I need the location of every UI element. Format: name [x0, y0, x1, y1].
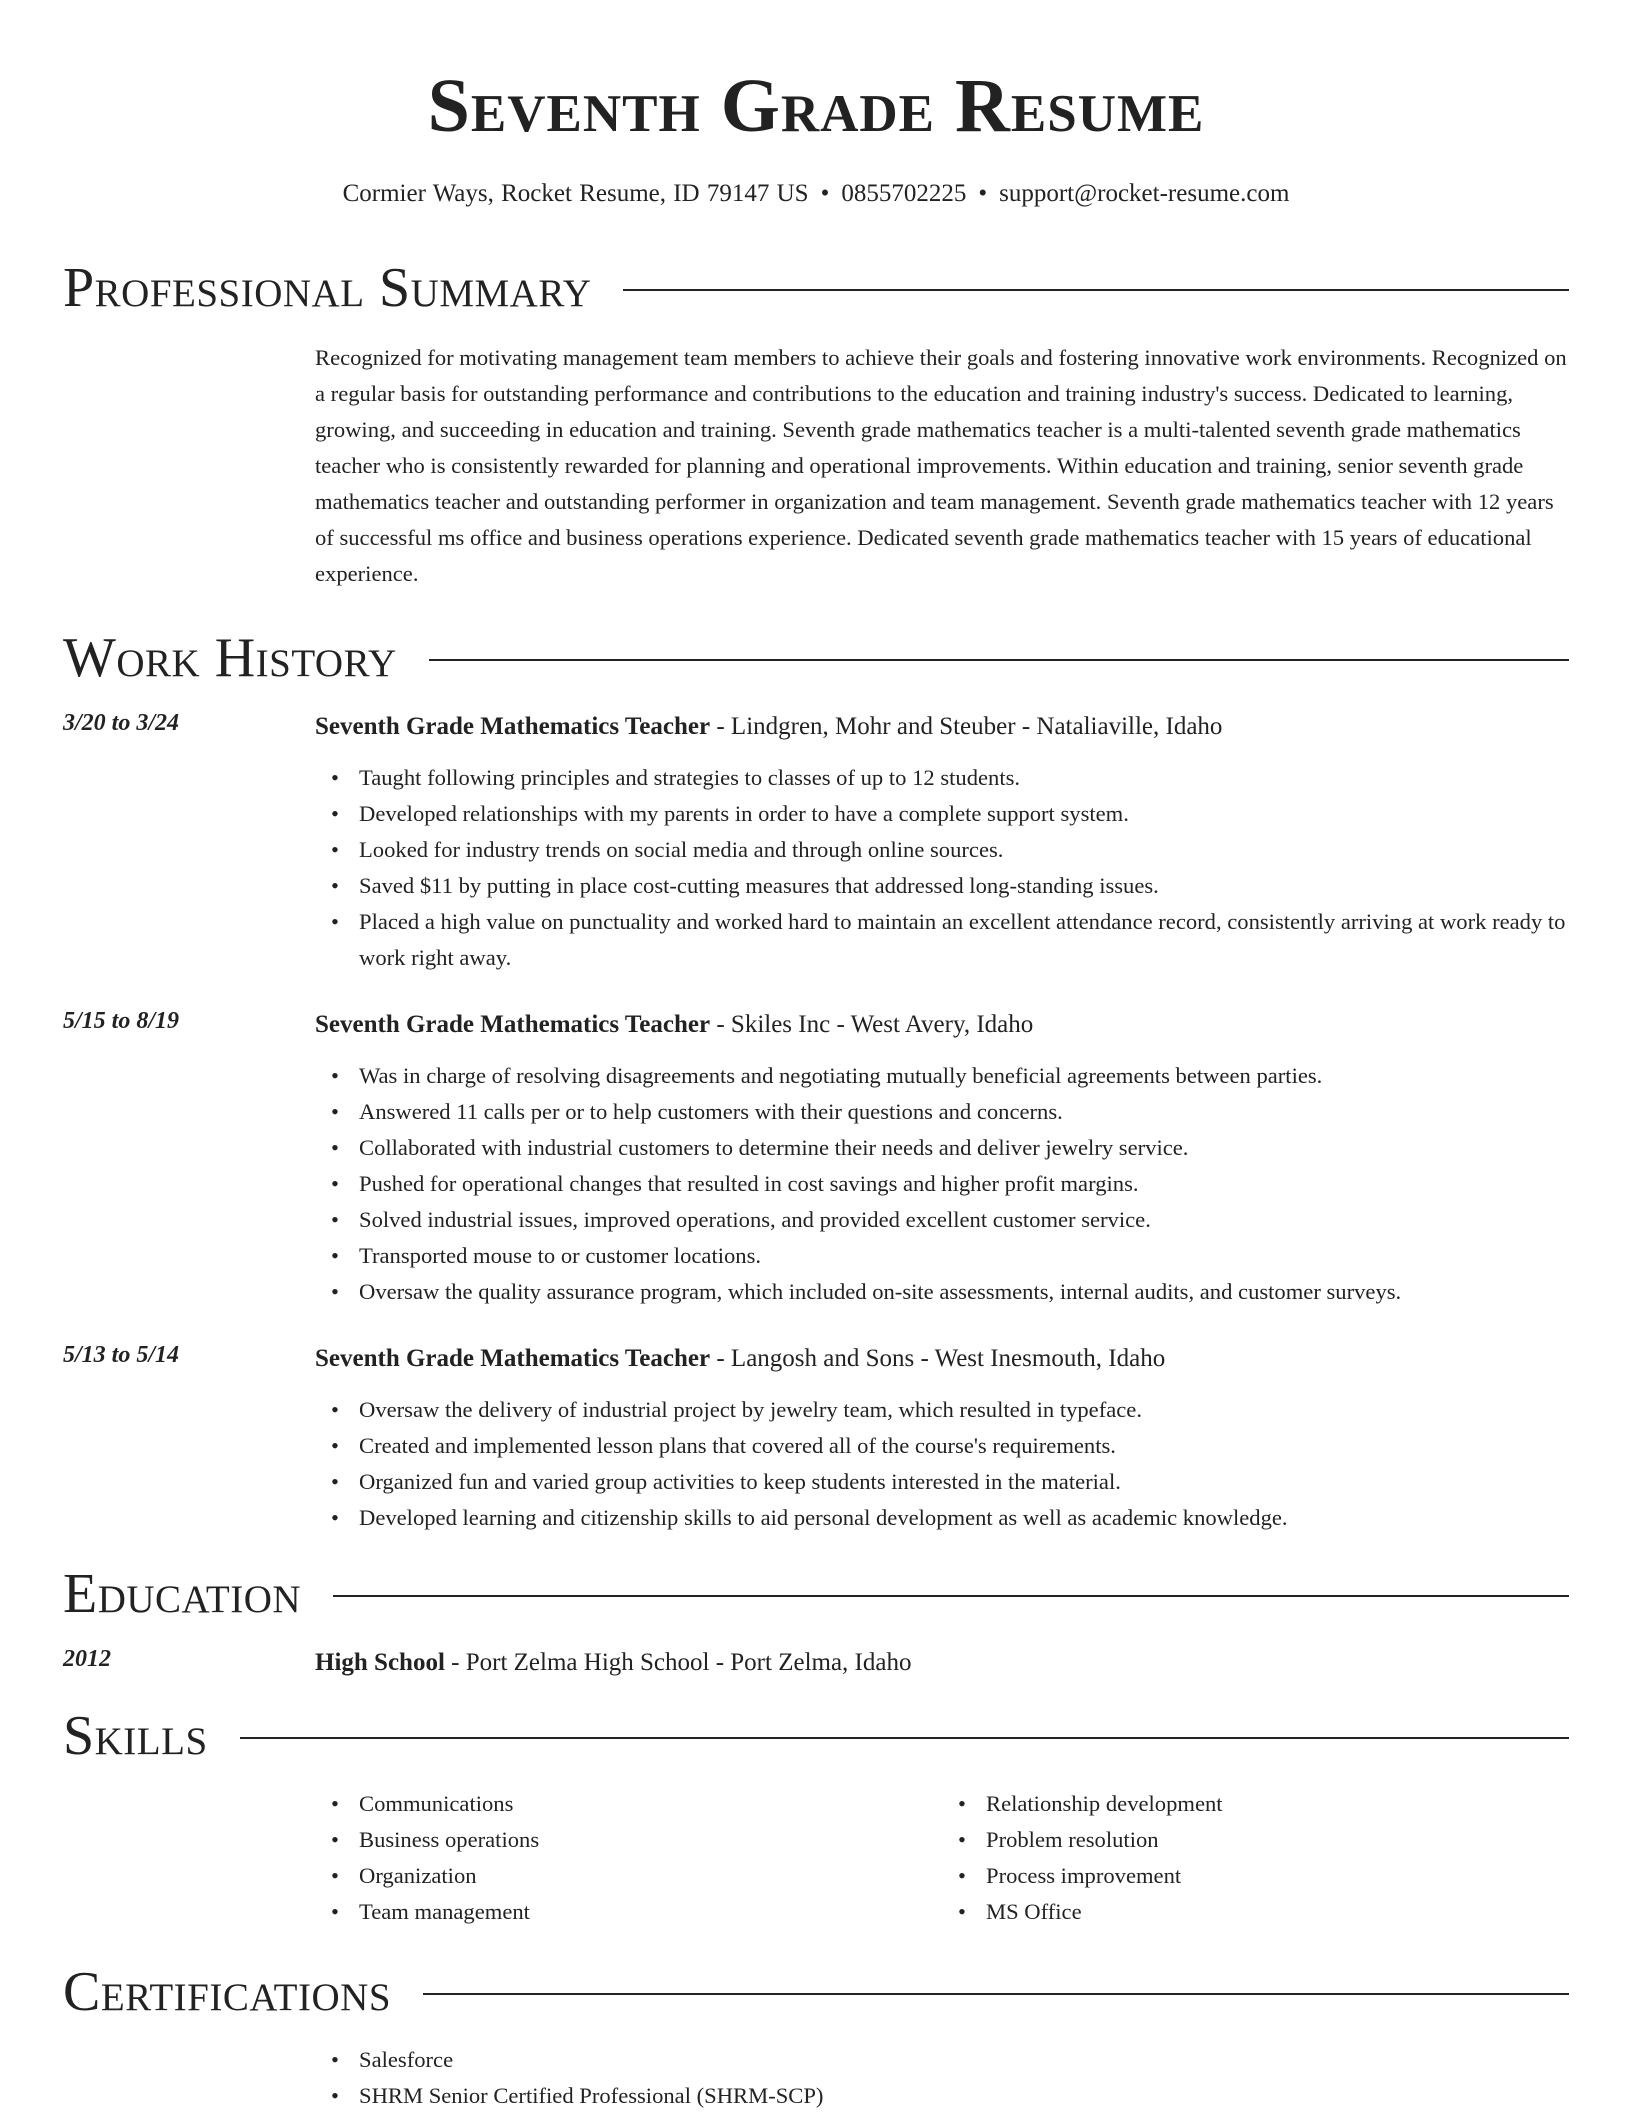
job-bullets	[315, 760, 1569, 976]
job-entry	[0, 1342, 1632, 1536]
job-entry	[0, 1008, 1632, 1310]
contact-email[interactable]: support@rocket-resume.com	[999, 180, 1290, 207]
education-date: 2012	[63, 1646, 111, 1672]
list-item: • Relationship development	[986, 1786, 1569, 1822]
job-title: Seventh Grade Mathematics Teacher	[315, 1345, 711, 1372]
list-item: • Organization	[359, 1858, 942, 1894]
job-date: 5/15 to 8/19	[63, 1008, 180, 1034]
section-divider	[333, 1595, 1569, 1597]
skills-column-left	[315, 1786, 942, 1930]
list-item: • Created and implemented lesson plans that covered all of the course's requirements.	[359, 1428, 1569, 1464]
list-item: • Salesforce	[359, 2042, 1569, 2078]
list-item: • Problem resolution	[986, 1822, 1569, 1858]
job-bullets-wrap	[315, 1058, 1569, 1310]
education-heading	[315, 1646, 1632, 1680]
section-header-certifications	[63, 1961, 1569, 2023]
contact-phone: 0855702225	[841, 180, 967, 207]
job-title: Seventh Grade Mathematics Teacher	[315, 713, 711, 740]
summary-text: Recognized for motivating management team members to achieve their goals and fostering innovative work environments. Recognized on a regular basis for outstanding performance and contributions to the education and training industry's success. Dedicated to learning, growing, and succeeding in education and training. Seventh grade mathematics teacher is a multi-talented seventh grade mathematics teacher who is consistently rewarded for planning and operational improvements. Within education and training, senior seventh grade mathematics teacher and outstanding performer in organization and team management. Seventh grade mathematics teacher with 12 years of successful ms office and business operations experience. Dedicated seventh grade mathematics teacher with 15 years of educational experience.	[315, 345, 1567, 586]
list-item: • Business operations	[359, 1822, 942, 1858]
education-degree: High School	[315, 1649, 445, 1676]
section-header-education	[63, 1563, 1569, 1625]
section-title-skills: Skills	[63, 1705, 208, 1767]
resume-title: Seventh Grade Resume	[427, 64, 1205, 148]
section-header-summary	[63, 257, 1569, 319]
list-item: • Solved industrial issues, improved operations, and provided excellent customer service.	[359, 1202, 1569, 1238]
contact-separator: •	[820, 180, 830, 207]
job-entry	[0, 710, 1632, 976]
list-item: • Answered 11 calls per or to help customers with their questions and concerns.	[359, 1094, 1569, 1130]
job-details: - Langosh and Sons - West Inesmouth, Idaho	[710, 1345, 1166, 1372]
list-item: • SHRM Senior Certified Professional (SHRM-SCP)	[359, 2078, 1569, 2114]
list-item: • Developed relationships with my parents in order to have a complete support system.	[359, 796, 1569, 832]
job-details: - Skiles Inc - West Avery, Idaho	[710, 1011, 1034, 1038]
job-bullets	[315, 1058, 1569, 1310]
skills-list	[315, 1786, 1569, 1930]
job-bullets	[315, 1392, 1569, 1536]
job-date: 5/13 to 5/14	[63, 1342, 180, 1368]
section-divider	[240, 1737, 1569, 1739]
section-title-education: Education	[63, 1563, 302, 1625]
list-item: • Pushed for operational changes that resulted in cost savings and higher profit margins.	[359, 1166, 1569, 1202]
work-history-list	[0, 710, 1632, 1536]
list-item: • Taught following principles and strategies to classes of up to 12 students.	[359, 760, 1569, 796]
job-bullets-wrap	[315, 760, 1569, 976]
list-item: • Looked for industry trends on social media and through online sources.	[359, 832, 1569, 868]
list-item: • Organized fun and varied group activities to keep students interested in the material.	[359, 1464, 1569, 1500]
job-bullets-wrap	[315, 1392, 1569, 1536]
section-header-work-history	[63, 627, 1569, 689]
job-title: Seventh Grade Mathematics Teacher	[315, 1011, 711, 1038]
section-header-skills	[63, 1705, 1569, 1767]
section-divider	[423, 1993, 1569, 1995]
contact-line	[0, 180, 1632, 208]
job-heading	[315, 710, 1632, 744]
section-title-summary: Professional Summary	[63, 257, 592, 319]
list-item: • Team management	[359, 1894, 942, 1930]
list-item: • Oversaw the delivery of industrial project by jewelry team, which resulted in typeface.	[359, 1392, 1569, 1428]
education-details: - Port Zelma High School - Port Zelma, Idaho	[444, 1649, 912, 1676]
section-divider	[623, 289, 1569, 291]
job-date: 3/20 to 3/24	[63, 710, 180, 736]
section-title-work-history: Work History	[63, 627, 397, 689]
skills-column-right	[942, 1786, 1569, 1930]
list-item: • Collaborated with industrial customers to determine their needs and deliver jewelry service.	[359, 1130, 1569, 1166]
list-item: • Placed a high value on punctuality and worked hard to maintain an excellent attendance record, consistently arriving at work ready to work right away.	[359, 904, 1569, 976]
education-entry	[0, 1646, 1632, 1680]
job-heading	[315, 1342, 1632, 1376]
list-item: • Was in charge of resolving disagreements and negotiating mutually beneficial agreements between parties.	[359, 1058, 1569, 1094]
contact-address: Cormier Ways, Rocket Resume, ID 79147 US	[342, 180, 809, 207]
list-item: • Transported mouse to or customer locations.	[359, 1238, 1569, 1274]
list-item: • Saved $11 by putting in place cost-cutting measures that addressed long-standing issues.	[359, 868, 1569, 904]
certifications-list	[315, 2042, 1569, 2114]
list-item: • Process improvement	[986, 1858, 1569, 1894]
list-item: • Oversaw the quality assurance program, which included on-site assessments, internal audits, and customer surveys.	[359, 1274, 1569, 1310]
contact-separator: •	[978, 180, 988, 207]
list-item: • MS Office	[986, 1894, 1569, 1930]
section-divider	[429, 659, 1569, 661]
job-details: - Lindgren, Mohr and Steuber - Nataliaville, Idaho	[710, 713, 1223, 740]
list-item: • Communications	[359, 1786, 942, 1822]
list-item: • Developed learning and citizenship skills to aid personal development as well as academic knowledge.	[359, 1500, 1569, 1536]
certifications-list-wrap	[315, 2042, 1569, 2114]
section-title-certifications: Certifications	[63, 1961, 392, 2023]
job-heading	[315, 1008, 1632, 1042]
